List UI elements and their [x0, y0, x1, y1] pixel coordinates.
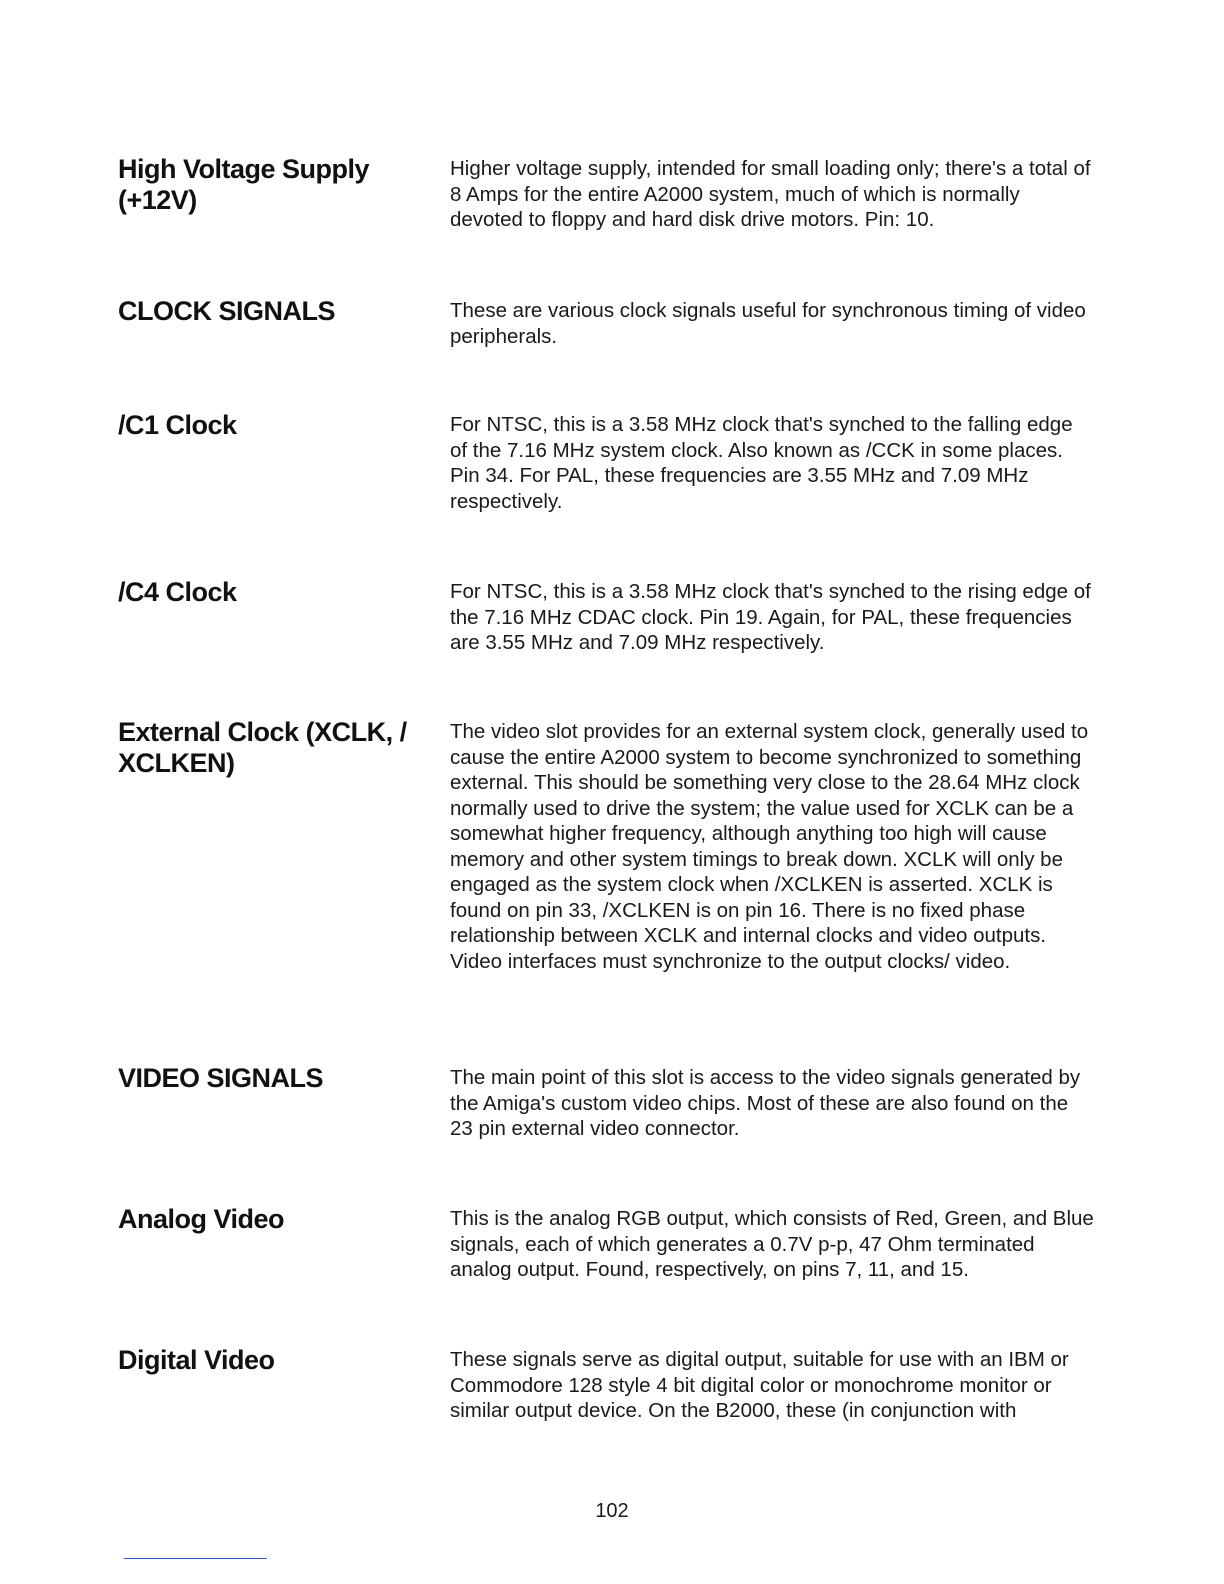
- entry-description: These signals serve as digital output, suitable for use with an IBM or Commodore 128 style 4 bit digital color or monochrome monitor or similar output device. On the B2000, these (in conjunction with: [450, 1348, 1069, 1422]
- entry-description: For NTSC, this is a 3.58 MHz clock that's synched to the falling edge of the 7.16 MHz system clock. Also known as /CCK in some places. Pin 34. For PAL, these frequencies are 3.55 MHz and 7.09 MHz respectively.: [450, 413, 1073, 513]
- entry-term: High Voltage Supply (+12V): [118, 154, 370, 215]
- entry-description: The main point of this slot is access to the video signals generated by the Amiga's custom video chips. Most of these are also found on the 23 pin external video connector.: [450, 1066, 1081, 1140]
- entry-term: Analog Video: [118, 1204, 285, 1234]
- entry-term: /C4 Clock: [118, 577, 237, 607]
- entry-description: These are various clock signals useful for synchronous timing of video peripherals.: [450, 299, 1086, 348]
- entry-term: Digital Video: [118, 1345, 275, 1375]
- entry-description: Higher voltage supply, intended for small loading only; there's a total of 8 Amps for the entire A2000 system, much of which is normally devoted to floppy and hard disk drive motors. Pin: 10.: [450, 157, 1091, 231]
- section-heading: VIDEO SIGNALS: [118, 1063, 324, 1093]
- section-heading: CLOCK SIGNALS: [118, 296, 336, 326]
- entry-description: The video slot provides for an external system clock, generally used to cause the entire A2000 system to become synchronized to something external. This should be something very close to the 28.64 MHz clock normally used to drive the system; the value used for XCLK can be a somewhat higher frequency, although anything too high will cause memory and other system timings to break down. XCLK will only be engaged as the system clock when /XCLKEN is asserted. XCLK is found on pin 33, /XCLKEN is on pin 16. There is no fixed phase relationship between XCLK and internal clocks and video outputs. Video interfaces must synchronize to the output clocks/ video.: [450, 720, 1089, 973]
- page-number: 102: [595, 1500, 629, 1522]
- footer-rule: [124, 1558, 267, 1559]
- entry-term: External Clock (XCLK, / XCLKEN): [118, 717, 407, 778]
- entry-term: /C1 Clock: [118, 410, 237, 440]
- entry-description: This is the analog RGB output, which consists of Red, Green, and Blue signals, each of which generates a 0.7V p-p, 47 Ohm terminated analog output. Found, respectively, on pins 7, 11, and 15.: [450, 1207, 1094, 1281]
- entry-description: For NTSC, this is a 3.58 MHz clock that's synched to the rising edge of the 7.16 MHz CDAC clock. Pin 19. Again, for PAL, these frequencies are 3.55 MHz and 7.09 MHz respectively.: [450, 580, 1091, 654]
